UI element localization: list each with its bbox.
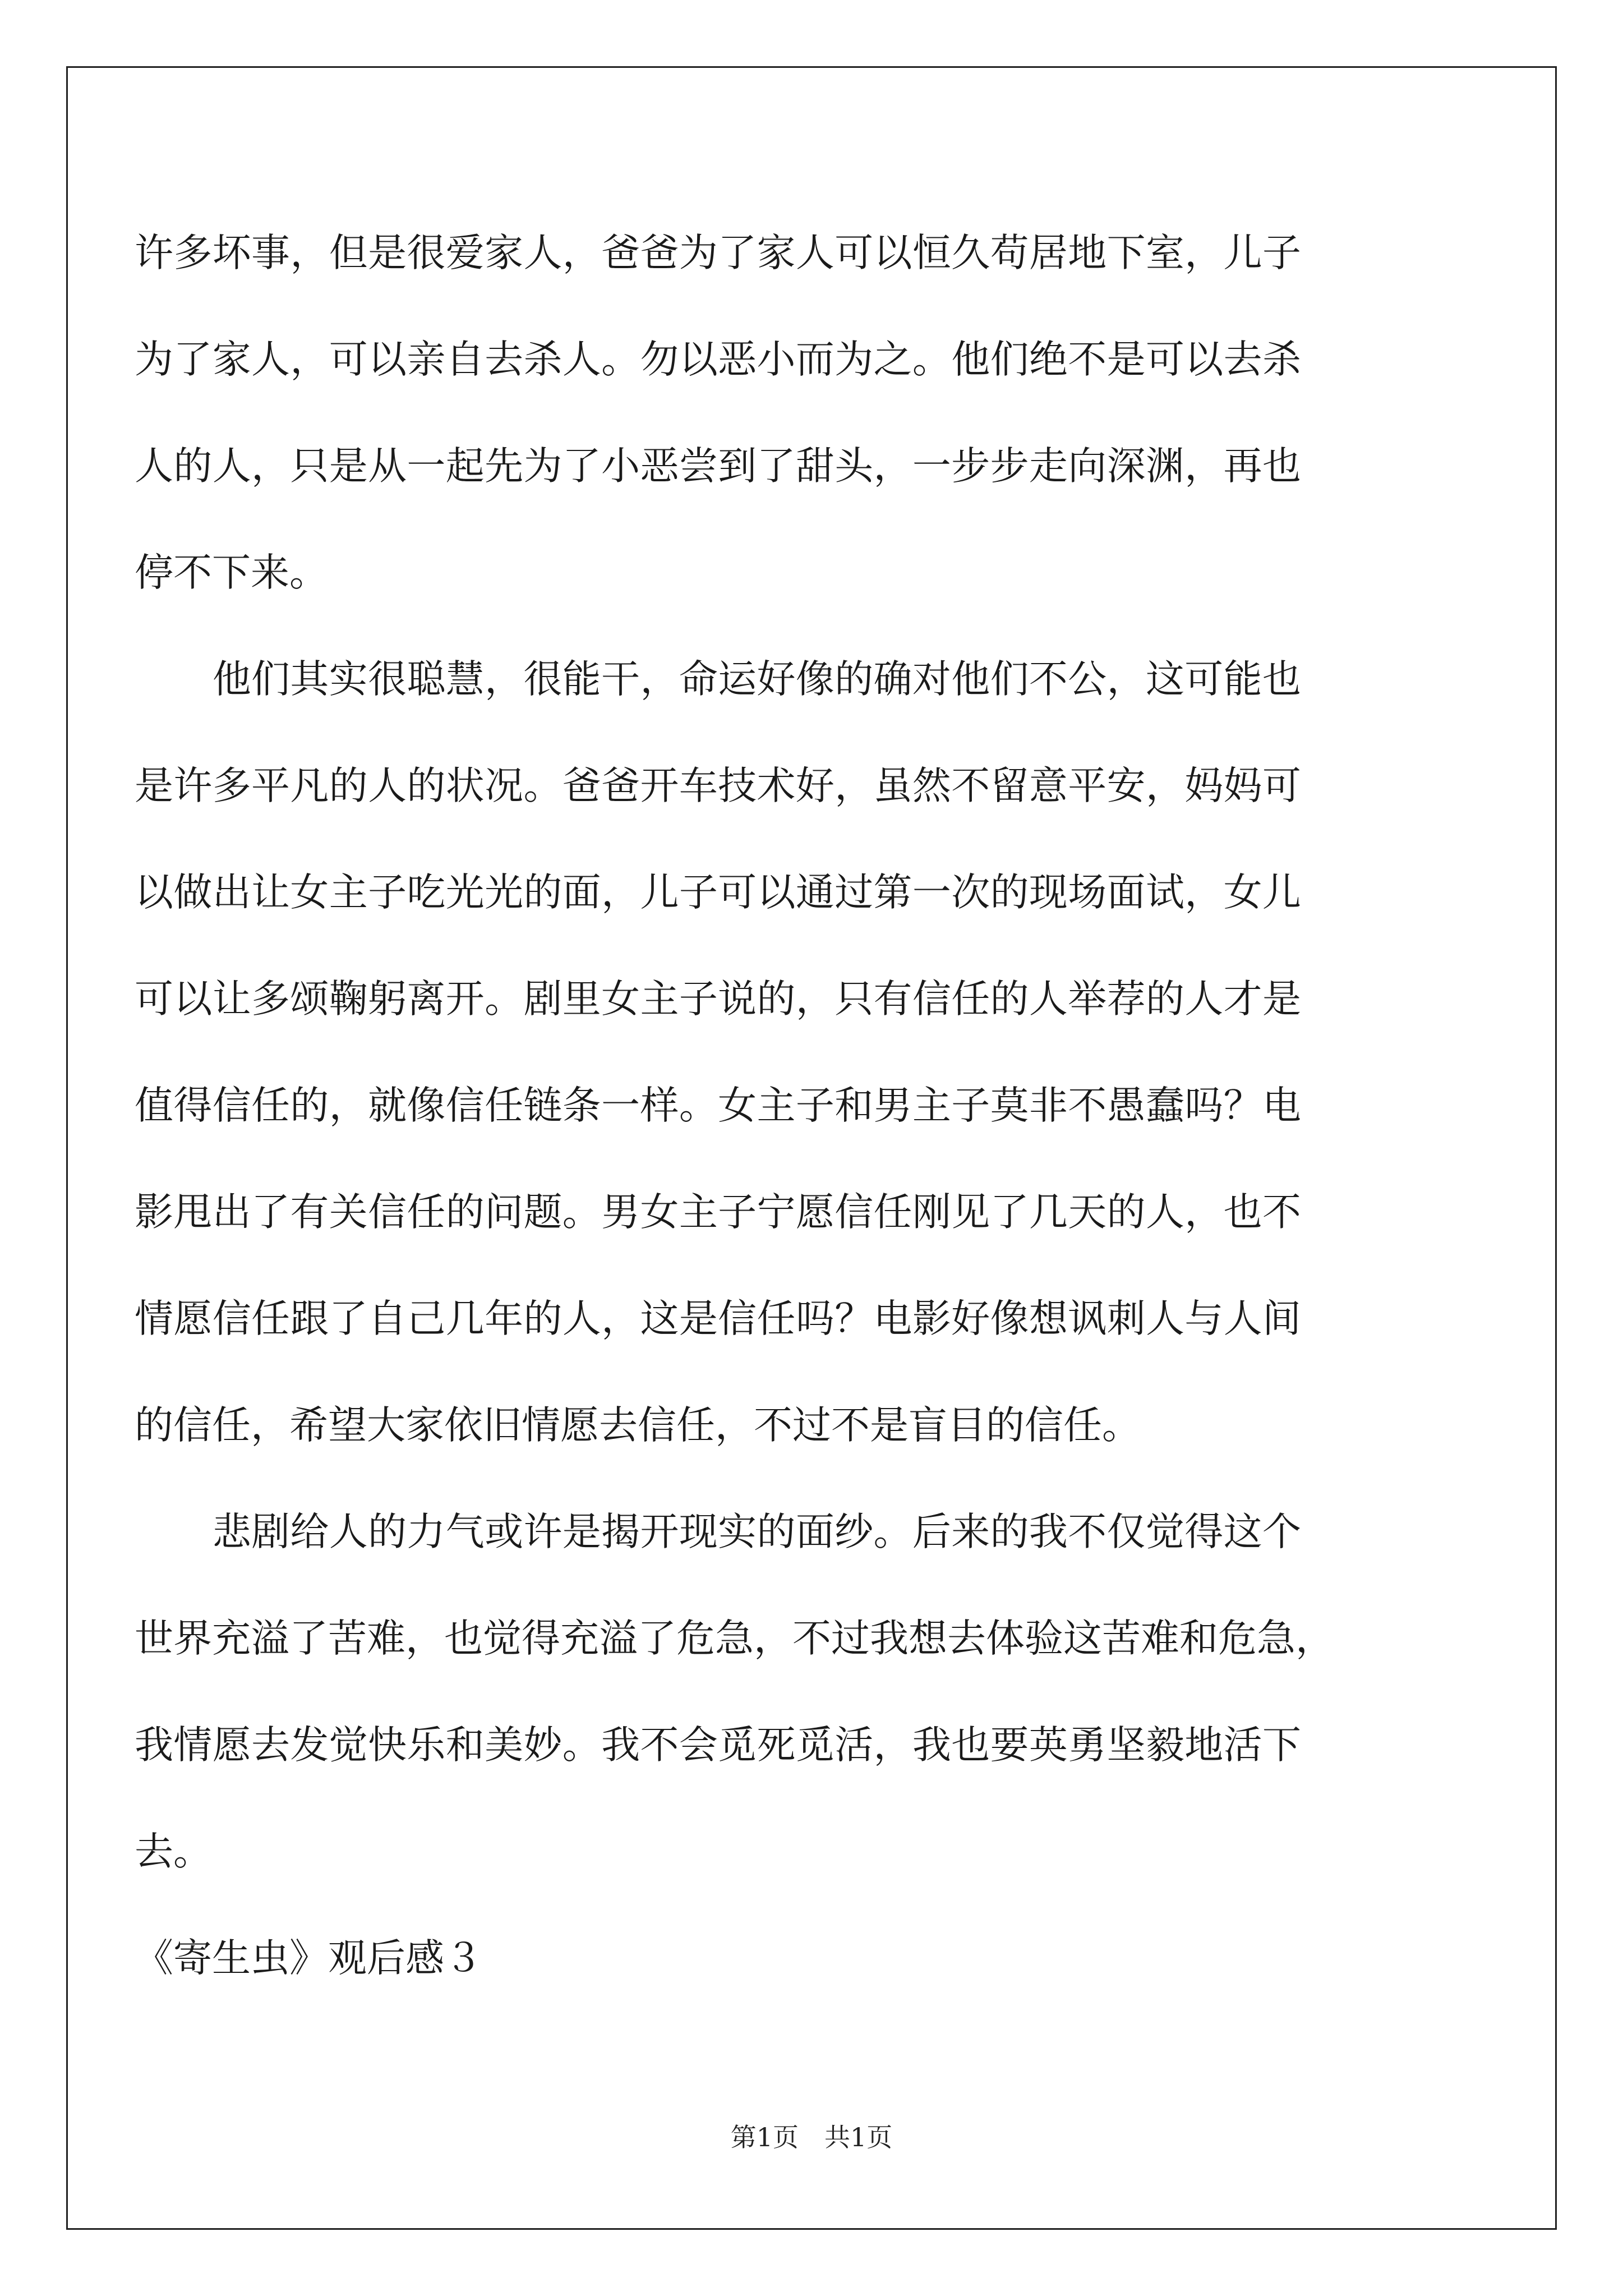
text-line: 为了家人，可以亲自去杀人。勿以恶小而为之。他们绝不是可以去杀 <box>135 337 1301 382</box>
text-line: 可以让多颂鞠躬离开。剧里女主子说的，只有信任的人举荐的人才是 <box>135 977 1301 1022</box>
text-line: 值得信任的，就像信任链条一样。女主子和男主子莫非不愚蠢吗？电 <box>135 1083 1301 1128</box>
text-line: 去。 <box>135 1829 212 1874</box>
text-line: 许多坏事，但是很爱家人，爸爸为了家人可以恒久苟居地下室，儿子 <box>135 231 1301 275</box>
text-line: 影甩出了有关信任的问题。男女主子宁愿信任刚见了几天的人，也不 <box>135 1190 1301 1235</box>
text-line: 我情愿去发觉快乐和美妙。我不会觅死觅活，我也要英勇坚毅地活下 <box>135 1723 1301 1768</box>
text-line: 世界充溢了苦难，也觉得充溢了危急，不过我想去体验这苦难和危急， <box>135 1616 1334 1661</box>
page-number: 第1页 共1页 <box>730 2122 893 2152</box>
text-line: 悲剧给人的力气或许是揭开现实的面纱。后来的我不仅觉得这个 <box>135 1510 1301 1554</box>
text-line: 停不下来。 <box>135 550 328 595</box>
text-line: 的信任，希望大家依旧情愿去信任，不过不是盲目的信任。 <box>135 1403 1141 1448</box>
text-line: 情愿信任跟了自己几年的人，这是信任吗？电影好像想讽刺人与人间 <box>135 1296 1301 1341</box>
text-line: 他们其实很聪慧，很能干，命运好像的确对他们不公，这可能也 <box>135 657 1301 702</box>
section-heading: 《寄生虫》观后感３ <box>135 1936 483 1981</box>
text-line: 是许多平凡的人的状况。爸爸开车技术好，虽然不留意平安，妈妈可 <box>135 763 1301 808</box>
text-line: 人的人，只是从一起先为了小恶尝到了甜头，一步步走向深渊，再也 <box>135 444 1301 489</box>
text-line: 以做出让女主子吃光光的面，儿子可以通过第一次的现场面试，女儿 <box>135 870 1301 915</box>
